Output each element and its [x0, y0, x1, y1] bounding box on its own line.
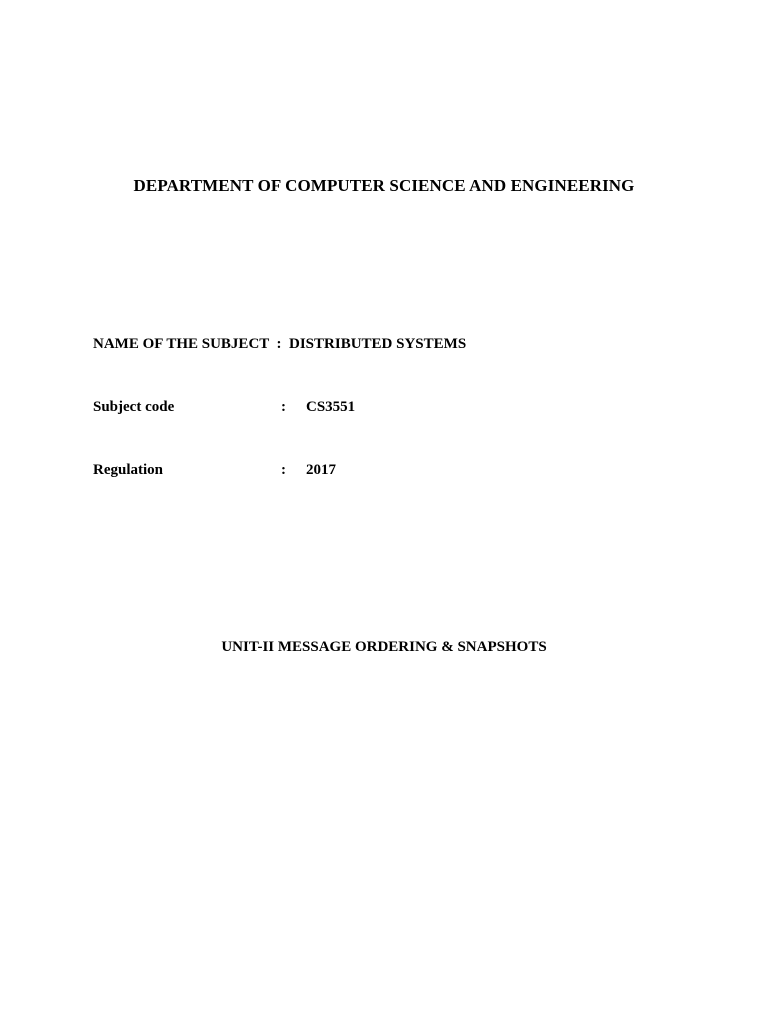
department-heading: DEPARTMENT OF COMPUTER SCIENCE AND ENGINEERING	[133, 176, 635, 195]
regulation-row	[93, 462, 493, 482]
subject-name-label: NAME OF THE SUBJECT	[93, 336, 270, 352]
subject-code-value: CS3551	[306, 399, 356, 415]
regulation-label: Regulation	[93, 462, 164, 478]
subject-name-line	[93, 336, 466, 353]
subject-code-row	[93, 399, 493, 419]
subject-code-label: Subject code	[93, 399, 175, 415]
unit-title: UNIT-II MESSAGE ORDERING & SNAPSHOTS	[221, 639, 547, 655]
regulation-separator: :	[281, 462, 286, 478]
subject-name-separator: :	[276, 336, 282, 352]
regulation-value: 2017	[306, 462, 336, 478]
subject-code-separator: :	[281, 399, 286, 415]
subject-name-value: DISTRIBUTED SYSTEMS	[289, 336, 467, 352]
